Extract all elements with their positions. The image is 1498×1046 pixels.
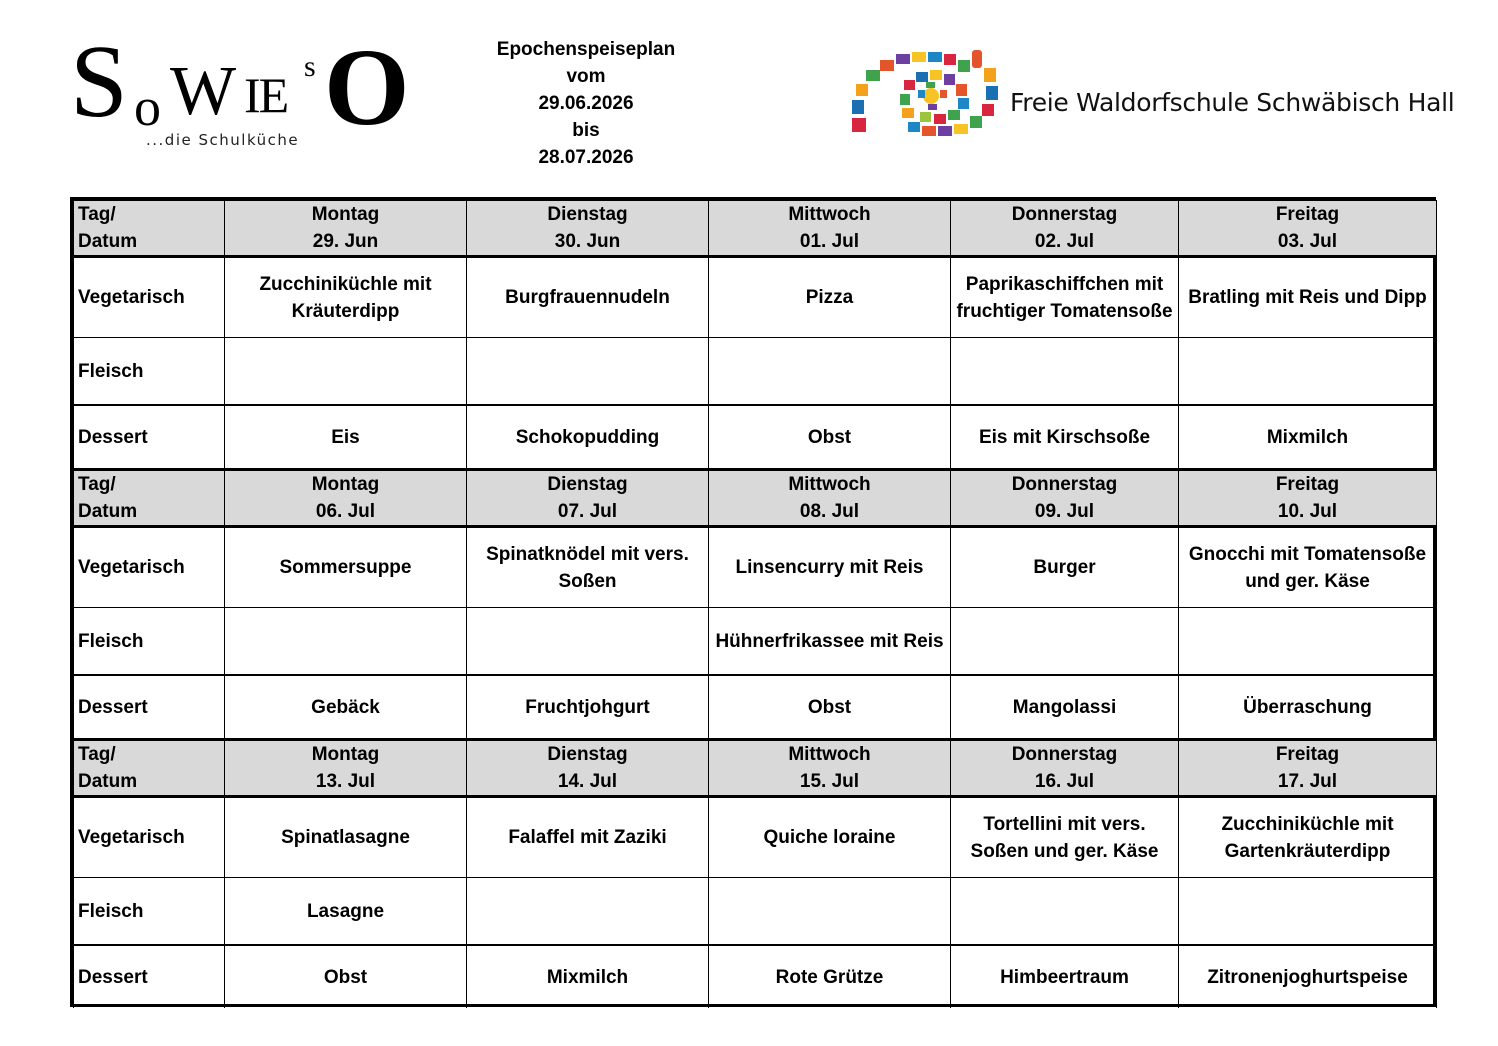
vegetarisch-label: Vegetarisch xyxy=(74,527,225,608)
day-name: Freitag xyxy=(1275,204,1340,225)
day-date: 10. Jul xyxy=(1277,501,1338,522)
dessert-cell: Mangolassi xyxy=(951,675,1179,738)
day-date: 06. Jul xyxy=(315,501,376,522)
title-line: vom xyxy=(566,66,606,87)
day-date: 17. Jul xyxy=(1277,771,1338,792)
week-header-row xyxy=(74,740,1437,797)
title-line: 29.06.2026 xyxy=(538,93,634,114)
day-header xyxy=(467,470,709,527)
meal-cell xyxy=(1179,608,1437,676)
school-name: Freie Waldorfschule Schwäbisch Hall xyxy=(1010,88,1455,117)
dessert-cell: Gebäck xyxy=(225,675,467,738)
dessert-cell: Mixmilch xyxy=(467,945,709,1008)
meal-cell: Falaffel mit Zaziki xyxy=(467,797,709,878)
dessert-cell: Überraschung xyxy=(1179,675,1437,738)
meal-cell xyxy=(467,338,709,406)
day-name: Mittwoch xyxy=(788,474,871,495)
meal-cell xyxy=(709,338,951,406)
meal-cell: Hühnerfrikassee mit Reis xyxy=(709,608,951,676)
dessert-cell: Obst xyxy=(225,945,467,1008)
menu-plan-table xyxy=(70,197,1436,1007)
plan-title xyxy=(460,36,712,171)
vegetarisch-label: Vegetarisch xyxy=(74,797,225,878)
fleisch-label: Fleisch xyxy=(74,608,225,676)
meal-cell: Spinatknödel mit vers. Soßen xyxy=(467,527,709,608)
fleisch-label: Fleisch xyxy=(74,878,225,946)
day-date: 30. Jun xyxy=(554,231,621,252)
tag-datum-label: Tag/ Datum xyxy=(74,740,225,797)
day-header xyxy=(225,470,467,527)
day-date: 15. Jul xyxy=(799,771,860,792)
day-date: 13. Jul xyxy=(315,771,376,792)
day-name: Montag xyxy=(311,204,380,225)
day-date: 09. Jul xyxy=(1034,501,1095,522)
day-header xyxy=(709,740,951,797)
day-name: Montag xyxy=(311,744,380,765)
day-header xyxy=(1179,470,1437,527)
sowieso-logo xyxy=(70,24,410,155)
week-block xyxy=(73,200,1433,468)
meal-cell: Linsencurry mit Reis xyxy=(709,527,951,608)
dessert-cell: Zitronenjoghurtspeise xyxy=(1179,945,1437,1008)
day-name: Freitag xyxy=(1275,474,1340,495)
meal-cell xyxy=(951,608,1179,676)
week-header-row xyxy=(74,470,1437,527)
title-line: 28.07.2026 xyxy=(538,147,634,168)
day-date: 03. Jul xyxy=(1277,231,1338,252)
week-block xyxy=(73,738,1433,1008)
day-header xyxy=(1179,201,1437,257)
day-header xyxy=(225,740,467,797)
day-date: 29. Jun xyxy=(312,231,379,252)
day-header xyxy=(1179,740,1437,797)
day-header xyxy=(467,740,709,797)
dessert-row xyxy=(74,675,1437,738)
sowieso-logo-wordmark: S o W IE s O xyxy=(70,24,410,148)
vegetarisch-row xyxy=(74,527,1437,608)
day-header xyxy=(225,201,467,257)
fleisch-label: Fleisch xyxy=(74,338,225,406)
day-name: Donnerstag xyxy=(1011,474,1118,495)
day-date: 08. Jul xyxy=(799,501,860,522)
meal-cell: Pizza xyxy=(709,257,951,338)
day-name: Mittwoch xyxy=(788,204,871,225)
dessert-label: Dessert xyxy=(74,675,225,738)
meal-cell: Quiche loraine xyxy=(709,797,951,878)
day-name: Dienstag xyxy=(547,744,628,765)
meal-cell: Bratling mit Reis und Dipp xyxy=(1179,257,1437,338)
dessert-label: Dessert xyxy=(74,405,225,468)
logo-subtitle: ...die Schulküche xyxy=(146,131,300,149)
dessert-cell: Eis mit Kirschsoße xyxy=(951,405,1179,468)
meal-cell xyxy=(467,608,709,676)
day-header xyxy=(709,470,951,527)
dessert-cell: Rote Grütze xyxy=(709,945,951,1008)
meal-cell xyxy=(1179,338,1437,406)
dessert-cell: Obst xyxy=(709,675,951,738)
spiral-logo-icon xyxy=(848,46,1008,138)
meal-cell xyxy=(467,878,709,946)
day-header xyxy=(951,470,1179,527)
fleisch-row xyxy=(74,338,1437,406)
meal-cell xyxy=(1179,878,1437,946)
meal-cell: Spinatlasagne xyxy=(225,797,467,878)
day-date: 16. Jul xyxy=(1034,771,1095,792)
meal-cell xyxy=(225,608,467,676)
dessert-row xyxy=(74,945,1437,1008)
day-name: Freitag xyxy=(1275,744,1340,765)
meal-cell: Burgfrauennudeln xyxy=(467,257,709,338)
meal-cell: Sommersuppe xyxy=(225,527,467,608)
title-line: Epochenspeiseplan xyxy=(496,39,676,60)
day-name: Dienstag xyxy=(547,204,628,225)
day-header xyxy=(951,740,1179,797)
day-name: Donnerstag xyxy=(1011,204,1118,225)
day-date: 02. Jul xyxy=(1034,231,1095,252)
day-header xyxy=(709,201,951,257)
day-name: Mittwoch xyxy=(788,744,871,765)
meal-cell: Lasagne xyxy=(225,878,467,946)
day-date: 01. Jul xyxy=(799,231,860,252)
meal-cell xyxy=(951,878,1179,946)
meal-cell: Paprikaschiffchen mit fruchtiger Tomatensoße xyxy=(951,257,1179,338)
fleisch-row xyxy=(74,878,1437,946)
day-name: Donnerstag xyxy=(1011,744,1118,765)
week-header-row xyxy=(74,201,1437,257)
title-line: bis xyxy=(572,120,600,141)
vegetarisch-label: Vegetarisch xyxy=(74,257,225,338)
dessert-cell: Mixmilch xyxy=(1179,405,1437,468)
dessert-cell: Eis xyxy=(225,405,467,468)
dessert-label: Dessert xyxy=(74,945,225,1008)
meal-cell: Burger xyxy=(951,527,1179,608)
vegetarisch-row xyxy=(74,797,1437,878)
day-header xyxy=(951,201,1179,257)
dessert-cell: Himbeertraum xyxy=(951,945,1179,1008)
meal-cell xyxy=(951,338,1179,406)
dessert-cell: Obst xyxy=(709,405,951,468)
meal-cell: Zucchiniküchle mit Kräuterdipp xyxy=(225,257,467,338)
meal-cell xyxy=(709,878,951,946)
day-name: Montag xyxy=(311,474,380,495)
day-header xyxy=(467,201,709,257)
meal-cell xyxy=(225,338,467,406)
day-date: 14. Jul xyxy=(557,771,618,792)
vegetarisch-row xyxy=(74,257,1437,338)
day-date: 07. Jul xyxy=(557,501,618,522)
dessert-row xyxy=(74,405,1437,468)
meal-cell: Tortellini mit vers. Soßen und ger. Käse xyxy=(951,797,1179,878)
week-block xyxy=(73,468,1433,738)
meal-cell: Zucchiniküchle mit Gartenkräuterdipp xyxy=(1179,797,1437,878)
fleisch-row xyxy=(74,608,1437,676)
tag-datum-label: Tag/ Datum xyxy=(74,470,225,527)
tag-datum-label: Tag/ Datum xyxy=(74,201,225,257)
meal-cell: Gnocchi mit Tomatensoße und ger. Käse xyxy=(1179,527,1437,608)
dessert-cell: Fruchtjohgurt xyxy=(467,675,709,738)
day-name: Dienstag xyxy=(547,474,628,495)
dessert-cell: Schokopudding xyxy=(467,405,709,468)
